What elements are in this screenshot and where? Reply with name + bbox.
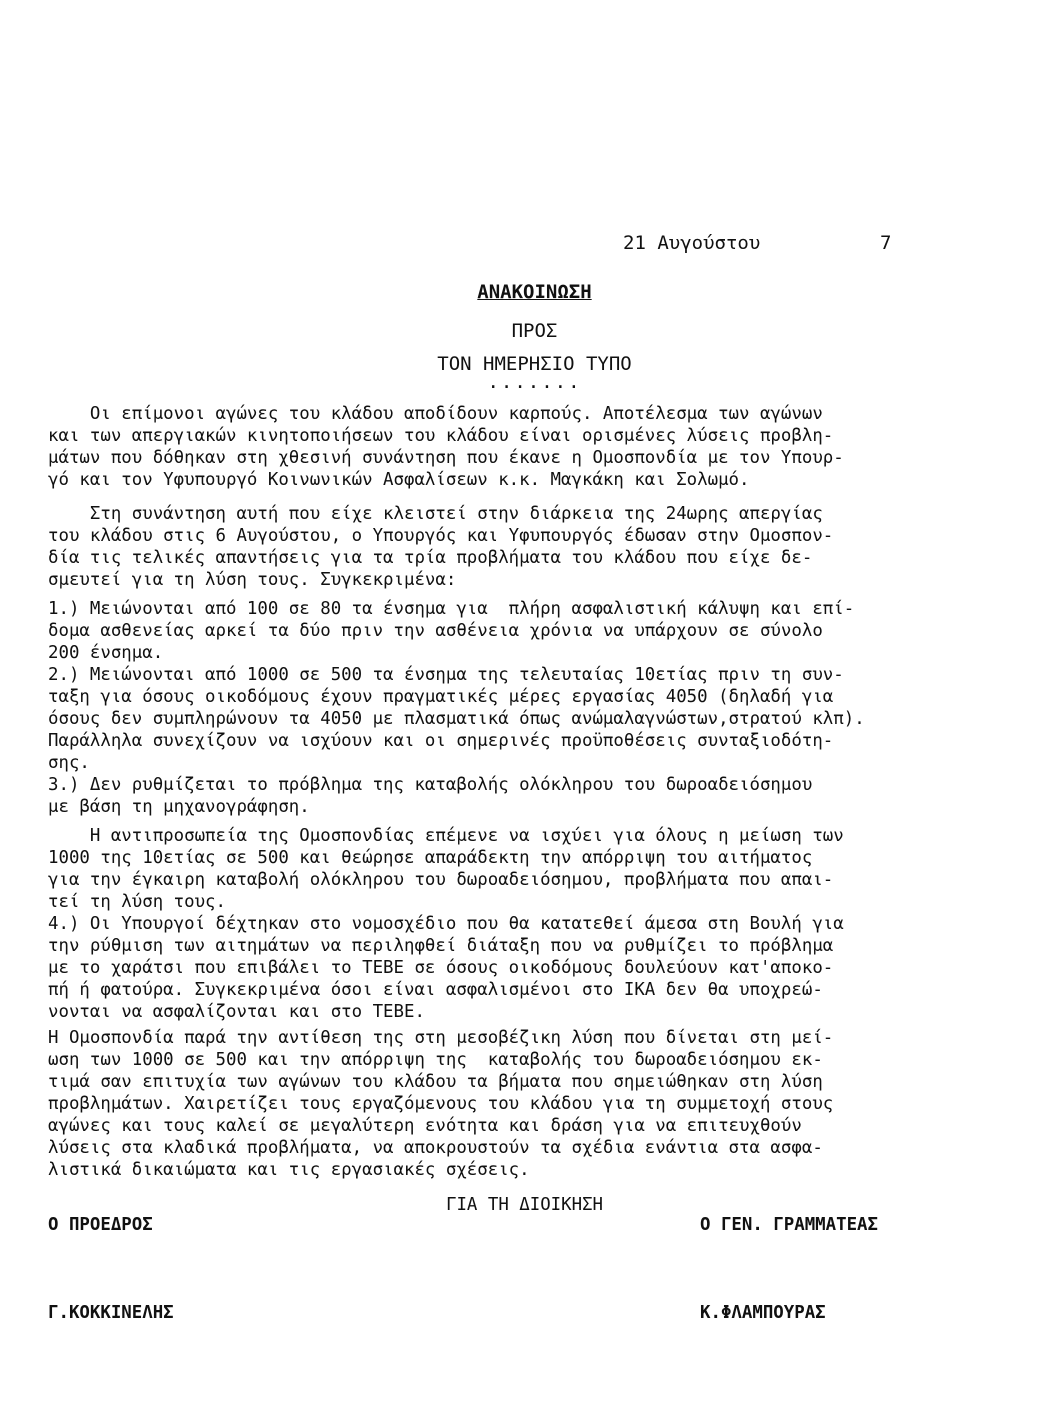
text-line: και των απεργιακών κινητοποιήσεων του κλάδου είναι ορισμένες λύσεις προβλη- [48, 426, 834, 446]
text-line: Στη συνάντηση αυτή που είχε κλειστεί στην διάρκεια της 24ωρης απεργίας [48, 504, 823, 524]
announcement-title: ΑΝΑΚΟΙΝΩΣΗ [477, 281, 592, 303]
paragraph-1 [48, 403, 1018, 491]
text-line: προβλημάτων. Χαιρετίζει τους εργαζόμενους του κλάδου για τη συμμετοχή στους [48, 1094, 834, 1114]
page-number: 7 [880, 232, 892, 254]
text-line: Παράλληλα συνεχίζουν να ισχύουν και οι σημερινές προϋποθέσεις συνταξιοδότη- [48, 731, 834, 751]
text-line: σμευτεί για τη λύση τους. Συγκεκριμένα: [48, 570, 457, 590]
text-line: με το χαράτσι που επιβάλει το ΤΕΒΕ σε όσους οικοδόμους δουλεύουν κατ'αποκο- [48, 958, 834, 978]
date-line: 21 Αυγούστου [623, 232, 761, 254]
text-line: Η Ομοσπονδία παρά την αντίθεση της στη μεσοβέζικη λύση που δίνεται στη μεί- [48, 1028, 834, 1048]
text-line: 4.) Οι Υπουργοί δέχτηκαν στο νομοσχέδιο που θα κατατεθεί άμεσα στη Βουλή για [48, 914, 844, 934]
text-line: ταξη για όσους οικοδόμους έχουν πραγματικές μέρες εργασίας 4050 (δηλαδή για [48, 687, 834, 707]
text-line: 2.) Μειώνονται από 1000 σε 500 τα ένσημα της τελευταίας 10ετίας πριν τη συν- [48, 665, 844, 685]
text-line: Η αντιπροσωπεία της Ομοσπονδίας επέμενε να ισχύει για όλους η μείωση των [48, 826, 844, 846]
paragraph-4 [48, 825, 1018, 1023]
text-line: του κλάδου στις 6 Αυγούστου, ο Υπουργός και Υφυπουργός έδωσαν στην Ομοσπον- [48, 526, 834, 546]
paragraph-2 [48, 503, 1018, 591]
text-line: τεί τη λύση τους. [48, 892, 226, 912]
text-line: την ρύθμιση των αιτημάτων να περιληφθεί διάταξη που να ρυθμίζει το πρόβλημα [48, 936, 834, 956]
text-line: 200 ένσημα. [48, 643, 164, 663]
text-line: σης. [48, 753, 90, 773]
text-line: ωση των 1000 σε 500 και την απόρριψη της καταβολής του δωροαδειόσημου εκ- [48, 1050, 823, 1070]
press-label: ΤΟΝ ΗΜΕΡΗΣΙΟ ΤΥΠΟ [437, 353, 632, 375]
text-line: για την έγκαιρη καταβολή ολόκληρου του δωροαδειόσημου, προβλήματα που απαι- [48, 870, 834, 890]
text-line: όσους δεν συμπληρώνουν τα 4050 με πλασματικά όπως ανώμαλαγνώστων,στρατού κλπ). [48, 709, 865, 729]
text-line: γό και τον Υφυπουργό Κοινωνικών Ασφαλίσεων κ.κ. Μαγκάκη και Σολωμό. [48, 470, 750, 490]
text-line: Οι επίμονοι αγώνες του κλάδου αποδίδουν καρπούς. Αποτέλεσμα των αγώνων [48, 404, 823, 424]
secretary-name: Κ.ΦΛΑΜΠΟΥΡΑΣ [700, 1303, 826, 1323]
text-line: λιστικά δικαιώματα και τις εργασιακές σχέσεις. [48, 1160, 530, 1180]
text-line: δία τις τελικές απαντήσεις για τα τρία προβλήματα του κλάδου που είχε δε- [48, 548, 813, 568]
text-line: 3.) Δεν ρυθμίζεται το πρόβλημα της καταβολής ολόκληρου του δωροαδειόσημου [48, 775, 813, 795]
secretary-title: Ο ΓΕΝ. ΓΡΑΜΜΑΤΕΑΣ [700, 1215, 878, 1235]
president-title: Ο ΠΡΟΕΔΡΟΣ [48, 1215, 153, 1235]
paragraph-5 [48, 1027, 1018, 1181]
to-label: ΠΡΟΣ [511, 320, 558, 342]
text-line: νονται να ασφαλίζονται και στο ΤΕΒΕ. [48, 1002, 425, 1022]
text-line: 1.) Μειώνονται από 100 σε 80 τα ένσημα για πλήρη ασφαλιστική κάλυψη και επί- [48, 599, 855, 619]
text-line: με βάση τη μηχανογράφηση. [48, 797, 310, 817]
text-line: αγώνες και τους καλεί σε μεγαλύτερη ενότητα και δράση για να επιτευχθούν [48, 1116, 802, 1136]
text-line: μάτων που δόθηκαν στη χθεσινή συνάντηση που έκανε η Ομοσπονδία με τον Υπουρ- [48, 448, 844, 468]
president-name: Γ.ΚΟΚΚΙΝΕΛΗΣ [48, 1303, 174, 1323]
text-line: λύσεις στα κλαδικά προβλήματα, να αποκρουστούν τα σχέδια ενάντια στα ασφα- [48, 1138, 823, 1158]
text-line: τιμά σαν επιτυχία των αγώνων του κλάδου τα βήματα που σημειώθηκαν στη λύση [48, 1072, 823, 1092]
text-line: 1000 της 10ετίας σε 500 και θεώρησε απαράδεκτη την απόρριψη του αιτήματος [48, 848, 813, 868]
text-line: δομα ασθενείας αρκεί τα δύο πριν την ασθένεια χρόνια να υπάρχουν σε σύνολο [48, 621, 823, 641]
text-line: πή ή φατούρα. Συγκεκριμένα όσοι είναι ασφαλισμένοι στο ΙΚΑ δεν θα υποχρεώ- [48, 980, 823, 1000]
paragraph-3 [48, 598, 1018, 818]
for-board-label: ΓΙΑ ΤΗ ΔΙΟΙΚΗΣΗ [445, 1195, 604, 1215]
dots-separator: ....... [487, 371, 582, 393]
